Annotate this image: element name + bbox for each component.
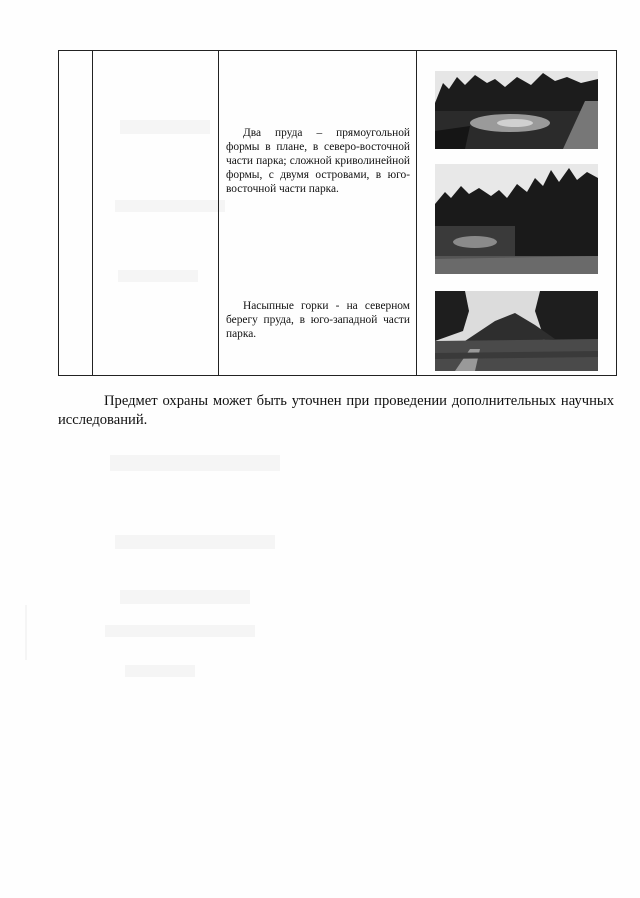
scan-bleed-mark bbox=[105, 625, 255, 637]
scan-bleed-mark bbox=[115, 535, 275, 549]
scan-bleed-mark bbox=[25, 605, 27, 660]
ponds-description: Два пруда – прямоугольной формы в плане, в северо-восточной части парка; сложной криволинейной формы, с двумя островами, в юго-восточной части парка. bbox=[226, 127, 410, 195]
pond-islands-photo bbox=[435, 164, 598, 274]
table-row bbox=[59, 51, 617, 376]
hills-photo bbox=[435, 291, 598, 371]
number-cell bbox=[59, 51, 93, 376]
category-cell bbox=[93, 51, 219, 376]
description-cell bbox=[219, 51, 417, 376]
pond-photo bbox=[435, 71, 598, 149]
scan-bleed-mark bbox=[125, 665, 195, 677]
hills-description: Насыпные горки - на северном берегу пруда, в юго-западной части парка. bbox=[226, 300, 410, 340]
photo-cell bbox=[417, 51, 617, 376]
protection-table bbox=[58, 50, 617, 376]
scan-bleed-mark bbox=[110, 455, 280, 471]
protection-note: Предмет охраны может быть уточнен при проведении дополнительных научных исследований. bbox=[58, 393, 614, 428]
scan-bleed-mark bbox=[120, 590, 250, 604]
